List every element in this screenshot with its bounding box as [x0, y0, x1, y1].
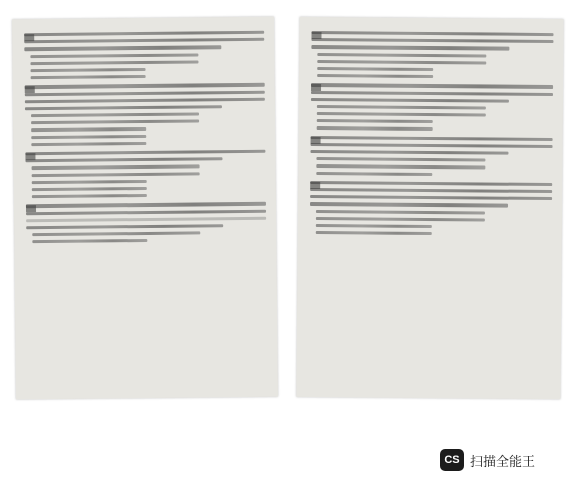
answer-choices-line [316, 172, 432, 176]
right-page-footer [306, 381, 550, 393]
question-17 [310, 181, 552, 237]
option-line [30, 53, 198, 58]
option-line [317, 112, 486, 117]
text-line [25, 90, 265, 96]
camscanner-watermark [440, 447, 535, 473]
option-line [316, 164, 485, 169]
option-line [316, 217, 485, 222]
text-line [24, 46, 221, 51]
text-line [24, 38, 264, 44]
text-line [25, 105, 222, 110]
option-line [317, 67, 433, 71]
text-line [311, 38, 553, 43]
text-line [311, 98, 509, 103]
option-line [317, 74, 433, 78]
text-line [26, 224, 223, 229]
text-line [310, 181, 552, 186]
left-page-body [12, 17, 276, 244]
text-line [310, 195, 552, 200]
option-line [317, 60, 486, 65]
text-line [310, 150, 508, 155]
left-page-footer [26, 381, 268, 394]
text-line [25, 83, 265, 89]
watermark-label: 扫描全能王 [470, 454, 536, 470]
question-10 [24, 31, 264, 80]
question-14 [311, 31, 553, 79]
option-line [31, 127, 146, 131]
text-line [312, 31, 554, 36]
text-line [311, 83, 553, 88]
answer-choices-line [317, 126, 433, 130]
option-line [317, 53, 486, 58]
option-line [316, 157, 485, 162]
left-exam-page [12, 17, 278, 400]
option-line [32, 180, 147, 184]
text-line [310, 188, 552, 193]
text-line [311, 136, 553, 141]
answer-choices-line [32, 194, 147, 198]
question-16 [310, 136, 552, 177]
option-line [32, 231, 200, 236]
question-15 [311, 83, 553, 131]
text-line [26, 216, 266, 222]
text-line [311, 143, 553, 148]
text-line [26, 209, 266, 215]
option-line [30, 60, 198, 65]
option-line [317, 105, 486, 110]
text-line [310, 202, 508, 207]
text-line [25, 97, 265, 103]
option-line [32, 239, 147, 243]
question-12 [25, 150, 265, 199]
answer-choices-line [31, 142, 146, 146]
question-13 [26, 202, 266, 244]
option-line [317, 119, 433, 123]
option-line [316, 224, 432, 228]
text-line [311, 45, 509, 50]
option-line [31, 120, 199, 125]
option-line [32, 165, 200, 170]
text-line [26, 202, 266, 208]
option-line [32, 187, 147, 191]
option-line [316, 210, 485, 215]
question-11 [25, 83, 266, 146]
option-line [31, 68, 146, 72]
text-line [24, 31, 264, 37]
right-page-body [298, 17, 564, 237]
answer-choices-line [316, 231, 432, 235]
option-line [32, 172, 200, 177]
text-line [311, 90, 553, 95]
option-line [31, 112, 199, 117]
text-line [25, 157, 222, 162]
camscanner-logo-icon: CS [440, 449, 464, 471]
option-line [31, 75, 146, 79]
text-line [25, 150, 265, 156]
option-line [31, 135, 146, 139]
right-exam-page [296, 17, 563, 399]
